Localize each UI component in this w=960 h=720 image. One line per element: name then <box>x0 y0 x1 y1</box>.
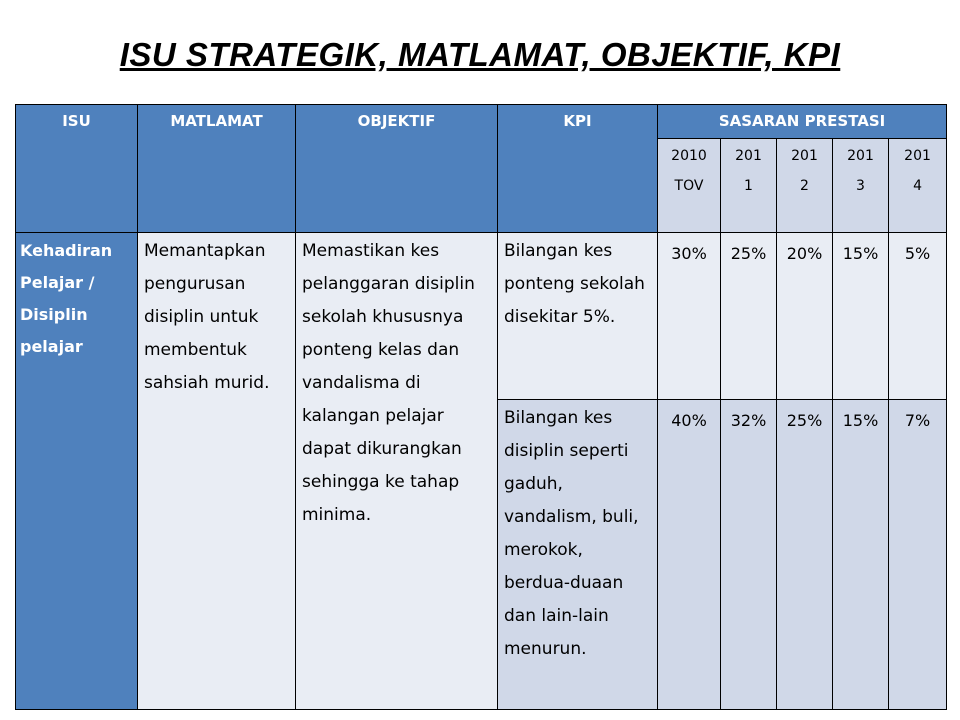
target-value: 20% <box>777 233 833 400</box>
year-label-line2: 1 <box>744 178 753 194</box>
year-label-line2: 4 <box>913 178 922 194</box>
kpi-cell: Bilangan kes disiplin seperti gaduh, vandalism, buli, merokok, berdua-duaan dan lain-lain menurun. <box>498 400 658 710</box>
header-matlamat: MATLAMAT <box>138 105 296 233</box>
year-header-2014 <box>889 139 947 233</box>
year-label-line1: 201 <box>904 148 931 164</box>
year-label-line2: TOV <box>674 178 704 194</box>
year-label-line2: 2 <box>800 178 809 194</box>
target-value: 30% <box>658 233 721 400</box>
isu-cell <box>16 233 138 710</box>
year-header-2010 <box>658 139 721 233</box>
target-value: 15% <box>833 400 889 710</box>
kpi-cell: Bilangan kes ponteng sekolah disekitar 5%. <box>498 233 658 400</box>
table-row <box>16 233 947 400</box>
objektif-cell: Memastikan kes pelanggaran disiplin sekolah khususnya ponteng kelas dan vandalisma di kalangan pelajar dapat dikurangkan sehingga ke tahap minima. <box>296 233 498 710</box>
year-label-line1: 201 <box>735 148 762 164</box>
target-value: 15% <box>833 233 889 400</box>
target-value: 5% <box>889 233 947 400</box>
header-row <box>16 105 947 139</box>
target-value: 7% <box>889 400 947 710</box>
matlamat-cell: Memantapkan pengurusan disiplin untuk membentuk sahsiah murid. <box>138 233 296 710</box>
target-value: 25% <box>721 233 777 400</box>
page-title: ISU STRATEGIK, MATLAMAT, OBJEKTIF, KPI <box>119 36 841 73</box>
year-header-2012 <box>777 139 833 233</box>
year-header-2011 <box>721 139 777 233</box>
year-label-line1: 2010 <box>671 148 707 164</box>
year-label-line1: 201 <box>847 148 874 164</box>
isu-line: Pelajar / <box>20 273 95 292</box>
header-sasaran-prestasi: SASARAN PRESTASI <box>658 105 947 139</box>
header-kpi: KPI <box>498 105 658 233</box>
header-objektif: OBJEKTIF <box>296 105 498 233</box>
target-value: 40% <box>658 400 721 710</box>
year-header-2013 <box>833 139 889 233</box>
year-label-line1: 201 <box>791 148 818 164</box>
year-label-line2: 3 <box>856 178 865 194</box>
kpi-table <box>15 104 947 710</box>
isu-line: pelajar <box>20 337 83 356</box>
target-value: 25% <box>777 400 833 710</box>
target-value: 32% <box>721 400 777 710</box>
isu-line: Kehadiran <box>20 241 113 260</box>
isu-line: Disiplin <box>20 305 88 324</box>
header-isu: ISU <box>16 105 138 233</box>
